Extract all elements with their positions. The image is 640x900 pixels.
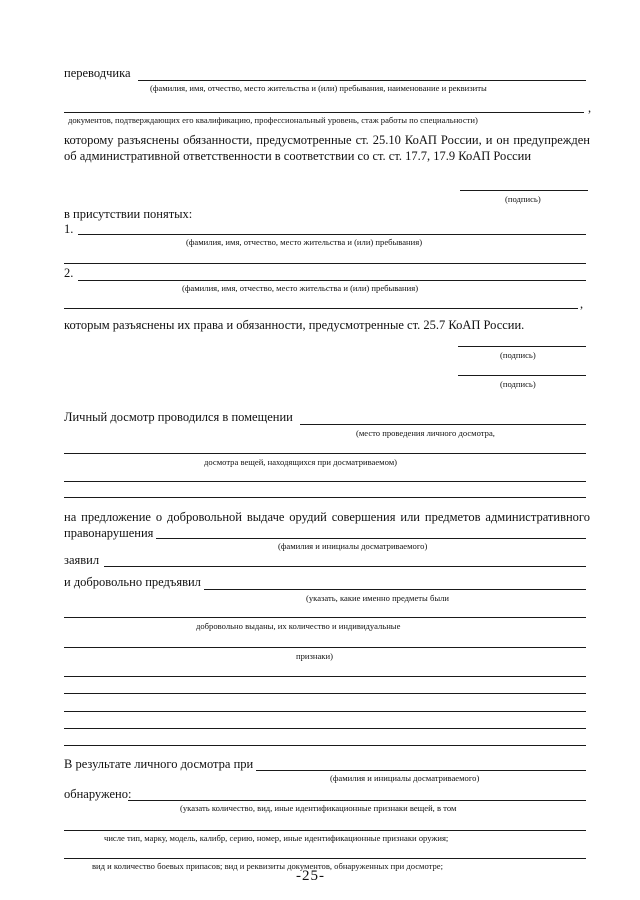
interpreter-duties-paragraph: которому разъяснены обязанности, предусмотренные ст. 25.10 КоАП России, и он предупрежден об административной ответственности в соответствии со ст. ст. 17.7, 17.9 КоАП России	[64, 133, 590, 163]
witnesses-rights-text: которым разъяснены их права и обязанности, предусмотренные ст. 25.7 КоАП России.	[64, 318, 525, 332]
search-presented-line-8[interactable]	[64, 745, 586, 746]
witness-1-signature-line[interactable]	[458, 346, 586, 347]
search-place-line[interactable]	[300, 424, 586, 425]
interpreter-caption-2: документов, подтверждающих его квалификацию, профессиональный уровень, стаж работы по специальности)	[68, 115, 478, 125]
search-place-line-2[interactable]	[64, 453, 586, 454]
search-presented-caption-1: (указать, какие именно предметы были	[306, 593, 450, 603]
interpreter-label: переводчика	[64, 66, 131, 80]
search-declared-label: заявил	[64, 553, 100, 567]
witness-1-signature-caption: (подпись)	[500, 350, 536, 360]
search-offer-text: на предложение о добровольной выдаче орудий совершения или предметов административного правонарушения	[64, 510, 590, 540]
interpreter-signature-caption: (подпись)	[505, 194, 541, 204]
witness-2-signature-caption: (подпись)	[500, 379, 536, 389]
witness-2-line[interactable]	[78, 280, 586, 281]
search-presented-caption-2: добровольно выданы, их количество и индивидуальные	[196, 621, 401, 631]
witness-trail-comma: ,	[580, 297, 584, 311]
search-presented-line-2[interactable]	[64, 617, 586, 618]
result-found-line[interactable]	[128, 800, 586, 801]
interpreter-trail-comma: ,	[588, 101, 592, 115]
witness-2-number: 2.	[64, 266, 74, 280]
search-place-line-4[interactable]	[64, 497, 586, 498]
result-found-line-2[interactable]	[64, 830, 586, 831]
search-place-label: Личный досмотр проводился в помещении	[64, 410, 293, 424]
search-presented-line-7[interactable]	[64, 728, 586, 729]
search-presented-line-4[interactable]	[64, 676, 586, 677]
search-offer-name-line[interactable]	[156, 538, 586, 539]
witnesses-heading: в присутствии понятых:	[64, 207, 193, 221]
interpreter-caption-1: (фамилия, имя, отчество, место жительства и (или) пребывания, наименование и реквизиты	[150, 83, 487, 93]
result-found-line-3[interactable]	[64, 858, 586, 859]
search-offer-caption: (фамилия и инициалы досматриваемого)	[278, 541, 428, 551]
search-presented-line-5[interactable]	[64, 693, 586, 694]
witness-1-caption: (фамилия, имя, отчество, место жительства и (или) пребывания)	[186, 237, 423, 247]
witness-2-caption: (фамилия, имя, отчество, место жительства и (или) пребывания)	[182, 283, 419, 293]
page-number: -25-	[296, 868, 325, 884]
search-presented-line-6[interactable]	[64, 711, 586, 712]
search-presented-label: и добровольно предъявил	[64, 575, 201, 589]
witness-1-number: 1.	[64, 222, 74, 236]
witness-1-line[interactable]	[78, 234, 586, 235]
result-found-caption-3: вид и количество боевых припасов; вид и реквизиты документов, обнаруженных при досмотре;	[92, 861, 443, 871]
witness-2-extra-line[interactable]	[64, 308, 578, 309]
search-declared-line[interactable]	[104, 566, 586, 567]
interpreter-name-line[interactable]	[138, 80, 586, 81]
result-name-line[interactable]	[256, 770, 586, 771]
search-place-line-3[interactable]	[64, 481, 586, 482]
result-found-label: обнаружено:	[64, 787, 132, 801]
witness-2-signature-line[interactable]	[458, 375, 586, 376]
search-place-caption-1: (место проведения личного досмотра,	[356, 428, 495, 438]
search-place-caption-2: досмотра вещей, находящихся при досматриваемом)	[204, 457, 398, 467]
search-presented-line[interactable]	[204, 589, 586, 590]
result-found-caption-2: числе тип, марку, модель, калибр, серию, номер, иные идентификационные признаки оружия;	[104, 833, 449, 843]
result-label: В результате личного досмотра при	[64, 757, 254, 771]
result-found-caption-1: (указать количество, вид, иные идентификационные признаки вещей, в том	[180, 803, 457, 813]
witness-1-extra-line[interactable]	[64, 263, 586, 264]
interpreter-documents-line[interactable]	[64, 112, 584, 113]
interpreter-signature-line[interactable]	[460, 190, 588, 191]
search-presented-line-3[interactable]	[64, 647, 586, 648]
search-presented-caption-3: признаки)	[296, 651, 333, 661]
result-caption: (фамилия и инициалы досматриваемого)	[330, 773, 480, 783]
